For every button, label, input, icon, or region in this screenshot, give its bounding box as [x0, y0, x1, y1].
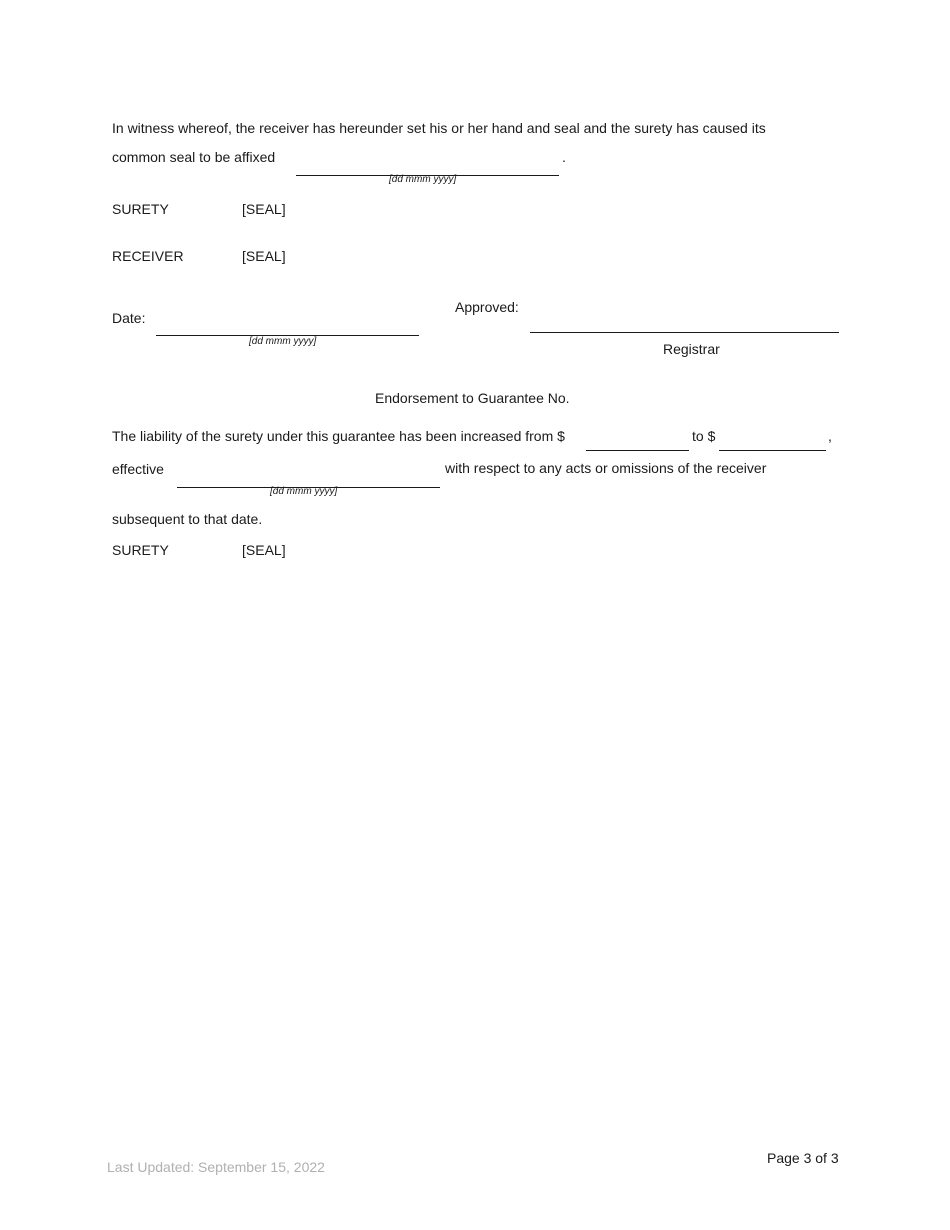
date-hint: [dd mmm yyyy]: [249, 336, 317, 347]
page-number: Page 3 of 3: [767, 1150, 839, 1166]
registrar-signature-line[interactable]: [530, 332, 839, 333]
effective-date-hint: [dd mmm yyyy]: [270, 486, 338, 497]
last-updated: Last Updated: September 15, 2022: [107, 1159, 325, 1175]
endorsement-title: Endorsement to Guarantee No.: [375, 390, 570, 406]
subsequent-text: subsequent to that date.: [112, 511, 263, 527]
receiver-seal: [SEAL]: [242, 248, 286, 264]
registrar-label: Registrar: [663, 341, 720, 357]
to-amount-field[interactable]: [719, 450, 826, 451]
amount-comma: ,: [828, 428, 832, 444]
surety-label-2: SURETY: [112, 542, 169, 558]
from-amount-field[interactable]: [586, 450, 689, 451]
witness-period: .: [562, 149, 566, 165]
date-label: Date:: [112, 310, 146, 326]
respect-text: with respect to any acts or omissions of the receiver: [445, 460, 767, 476]
receiver-label: RECEIVER: [112, 248, 184, 264]
increase-sentence: The liability of the surety under this guarantee has been increased from $: [112, 428, 565, 444]
effective-label: effective: [112, 461, 164, 477]
surety-seal-2: [SEAL]: [242, 542, 286, 558]
approved-label: Approved:: [455, 299, 519, 315]
witness-line-1: In witness whereof, the receiver has hereunder set his or her hand and seal and the surety has caused its: [112, 120, 766, 136]
surety-label: SURETY: [112, 201, 169, 217]
seal-date-hint: [dd mmm yyyy]: [389, 174, 457, 185]
witness-line-2: common seal to be affixed: [112, 149, 276, 165]
to-label: to $: [692, 428, 716, 444]
surety-seal: [SEAL]: [242, 201, 286, 217]
